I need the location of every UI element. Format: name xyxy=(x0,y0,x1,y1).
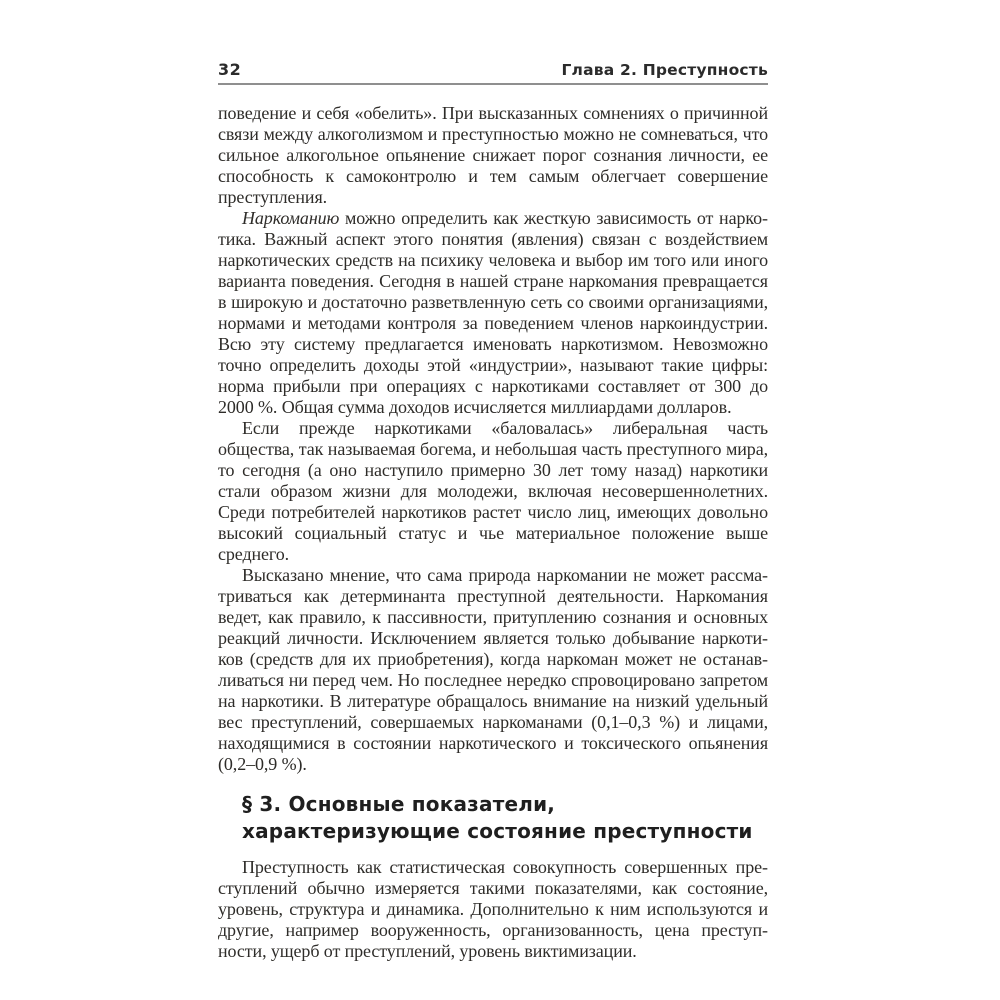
paragraph-text: Если прежде наркотиками «баловалась» либеральная часть общества, так называемая богема, и небольшая часть преступного мира, то сегодня (а оно наступило примерно 30 лет тому назад) наркотики стали образом жизни для молодежи, включая несовершеннолетних. Среди потребителей наркотиков растет число лиц, имеющих довольно высокий социальный статус и чье материальное положение выше среднего. xyxy=(218,418,768,564)
page-number: 32 xyxy=(218,60,242,79)
body-paragraph xyxy=(218,418,768,565)
text-block xyxy=(218,60,768,962)
paragraph-text: Преступность как статистическая совокупность совершенных преступлений обычно измеряется такими показателями, как состояние, уровень, структура и динамика. Дополнительно к ним используются и другие, например вооруженность, организованность, цена преступности, ущерб от преступлений, уровень виктимизации. xyxy=(218,857,768,961)
paragraph-text: можно определить как жесткую зависимость от наркотика. Важный аспект этого понятия (явления) связан с воздействием наркотических средств на психику человека и выбор им того или иного варианта поведения. Сегодня в нашей стране наркомания превращается в широкую и достаточно разветвленную сеть со своими организациями, нормами и методами контроля за поведением членов наркоиндустрии. Всю эту систему предлагается именовать наркотизмом. Невозможно точно определить доходы этой «индустрии», называют такие цифры: норма прибыли при операциях с наркотиками составляет от 300 до 2000 %. Общая сумма доходов исчисляется миллиардами долларов. xyxy=(218,208,768,417)
body-paragraph xyxy=(218,103,768,208)
page-body xyxy=(218,103,768,962)
italic-term: Наркоманию xyxy=(242,208,340,228)
paragraph-text: поведение и себя «обелить». При высказанных сомнениях о причинной связи между алкоголизмом и преступностью можно не сомневаться, что сильное алкогольное опьянение снижает порог сознания личности, ее способность к самоконтролю и тем самым облегчает совершение преступления. xyxy=(218,103,768,207)
paragraph-text: Высказано мнение, что сама природа наркомании не может рассматриваться как детерминанта преступной деятельности. Наркомания ведет, как правило, к пассивности, притуплению сознания и основных реакций личности. Исключением является только добывание наркотиков (средств для их приобретения), когда наркоман может не останавливаться ни перед чем. Но последнее нередко спровоцировано запретом на наркотики. В литературе обращалось внимание на низкий удельный вес преступлений, совершаемых наркоманами (0,1–0,3 %) и лицами, находящимися в состоянии наркотического и токсического опьянения (0,2–0,9 %). xyxy=(218,565,768,774)
page-header xyxy=(218,60,768,85)
body-paragraph xyxy=(218,208,768,418)
body-paragraph xyxy=(218,565,768,775)
section-heading: § 3. Основные показатели, характеризующие состояние преступности xyxy=(242,792,753,843)
running-header-chapter-title: Глава 2. Преступность xyxy=(561,61,768,79)
body-paragraph xyxy=(218,857,768,962)
